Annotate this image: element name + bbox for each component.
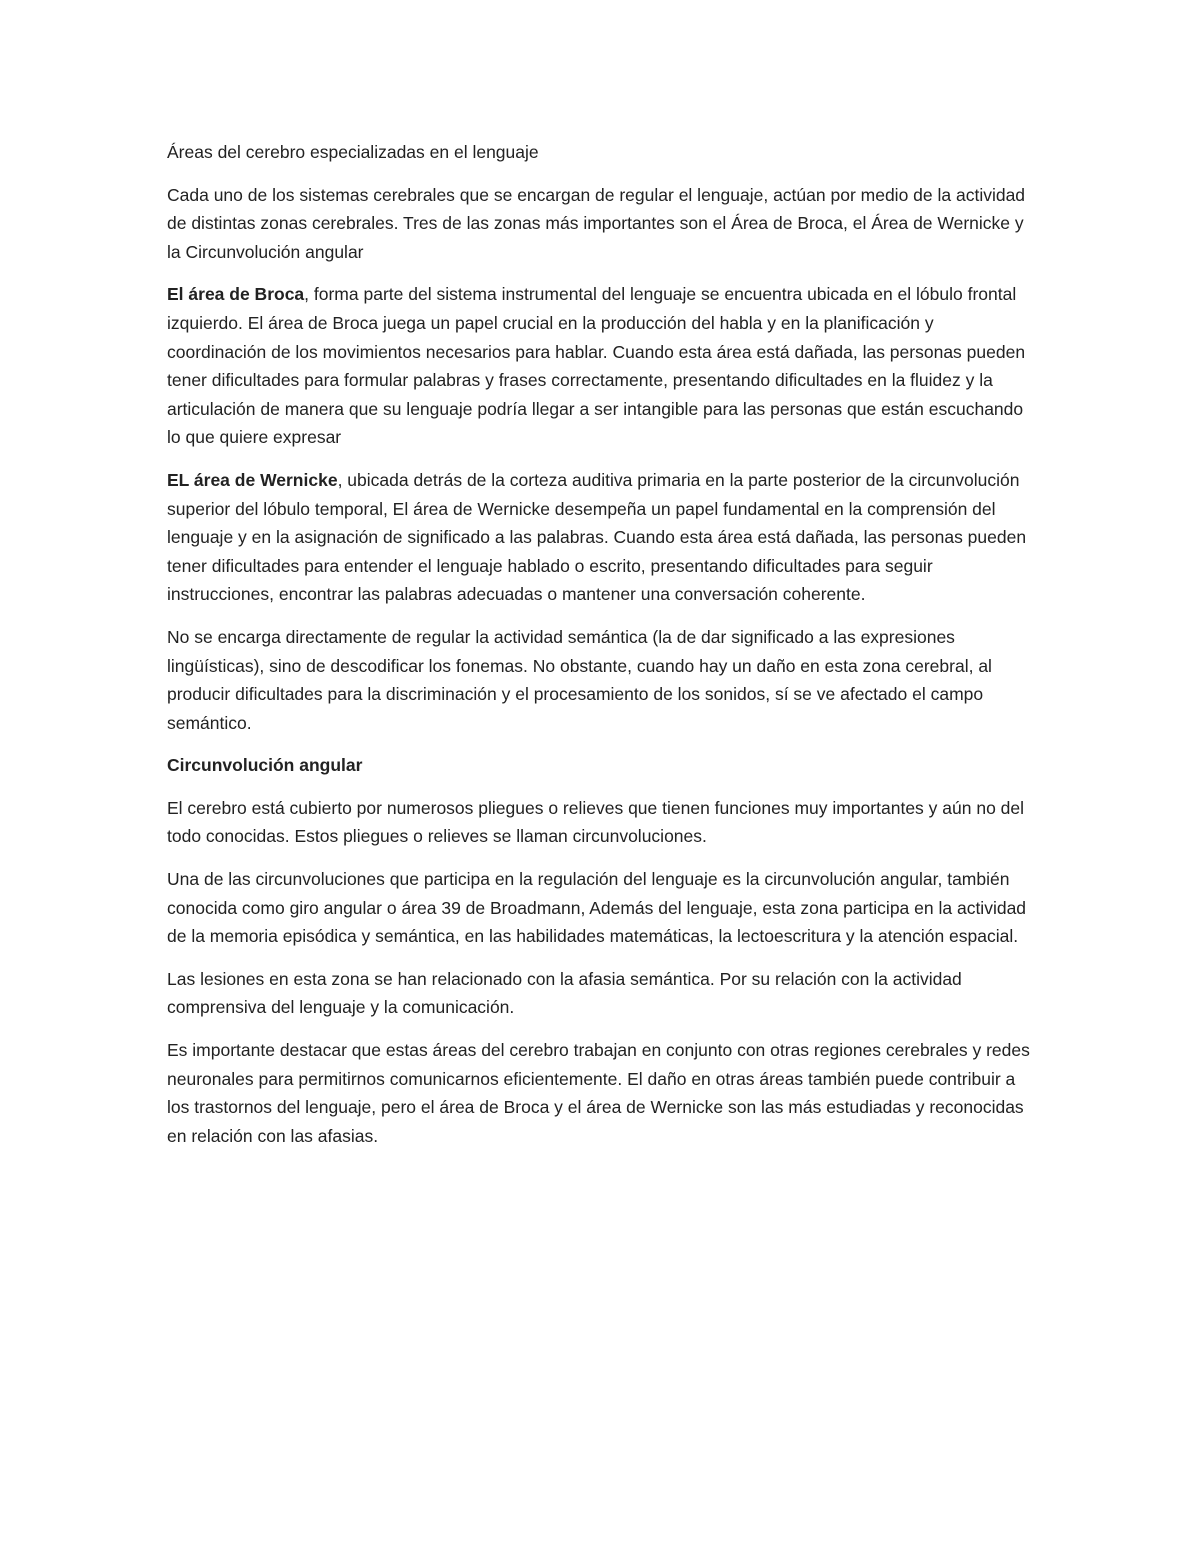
intro-paragraph: Cada uno de los sistemas cerebrales que se encargan de regular el lenguaje, actúan por medio de la actividad de distintas zonas cerebrales. Tres de las zonas más importantes son el Área de Broca, el Área de Wernicke y la Circunvolución angular <box>167 184 1026 262</box>
angular-paragraph-2: Una de las circunvoluciones que participa en la regulación del lenguaje es la circunvolución angular, también conocida como giro angular o área 39 de Broadmann, Además del lenguaje, esta zona participa en la actividad de la memoria episódica y semántica, en las habilidades matemáticas, la lectoescritura y la atención espacial. <box>167 869 1027 947</box>
wernicke-paragraph <box>167 466 1037 609</box>
document-page <box>167 138 1037 1164</box>
broca-text: , forma parte del sistema instrumental del lenguaje se encuentra ubicada en el lóbulo frontal izquierdo. El área de Broca juega un papel crucial en la producción del habla y en la planificación y coordinación de los movimientos necesarios para hablar. Cuando esta área está dañada, las personas pueden tener dificultades para formular palabras y frases correctamente, presentando dificultades en la fluidez y la articulación de manera que su lenguaje podría llegar a ser intangible para las personas que están escuchando lo que quiere expresar <box>167 284 1026 448</box>
broca-paragraph <box>167 280 1037 452</box>
angular-paragraph-3: Las lesiones en esta zona se han relacionado con la afasia semántica. Por su relación con la actividad comprensiva del lenguaje y la comunicación. <box>167 968 962 1018</box>
angular-heading: Circunvolución angular <box>167 755 363 776</box>
angular-paragraph-1: El cerebro está cubierto por numerosos pliegues o relieves que tienen funciones muy importantes y aún no del todo conocidas. Estos pliegues o relieves se llaman circunvoluciones. <box>167 797 1025 847</box>
wernicke-text: , ubicada detrás de la corteza auditiva primaria en la parte posterior de la circunvolución superior del lóbulo temporal, El área de Wernicke desempeña un papel fundamental en la comprensión del lenguaje y en la asignación de significado a las palabras. Cuando esta área está dañada, las personas pueden tener dificultades para entender el lenguaje hablado o escrito, presentando dificultades para seguir instrucciones, encontrar las palabras adecuadas o mantener una conversación coherente. <box>167 469 1027 605</box>
conclusion-paragraph: Es importante destacar que estas áreas del cerebro trabajan en conjunto con otras regiones cerebrales y redes neuronales para permitirnos comunicarnos eficientemente. El daño en otras áreas también puede contribuir a los trastornos del lenguaje, pero el área de Broca y el área de Wernicke son las más estudiadas y reconocidas en relación con las afasias. <box>167 1040 1030 1146</box>
wernicke-note-paragraph: No se encarga directamente de regular la actividad semántica (la de dar significado a las expresiones lingüísticas), sino de descodificar los fonemas. No obstante, cuando hay un daño en esta zona cerebral, al producir dificultades para la discriminación y el procesamiento de los sonidos, sí se ve afectado el campo semántico. <box>167 626 992 733</box>
broca-lead: El área de Broca <box>167 284 305 305</box>
wernicke-lead: EL área de Wernicke <box>167 469 338 490</box>
document-title: Áreas del cerebro especializadas en el lenguaje <box>167 142 539 162</box>
